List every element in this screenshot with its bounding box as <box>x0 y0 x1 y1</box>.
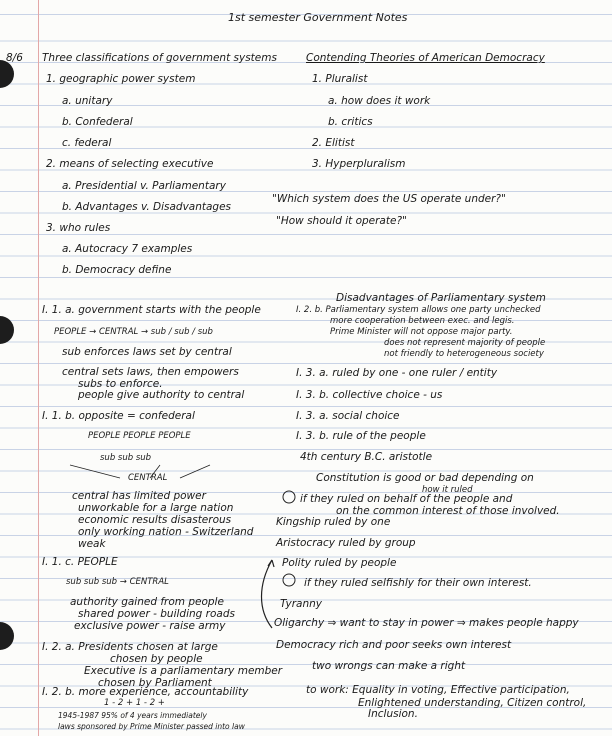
note-line: I. 2. b. Parliamentary system allows one party unchecked <box>296 305 541 315</box>
note-line: 1945-1987 95% of 4 years immediately <box>58 711 207 720</box>
note-line: I. 1. a. government starts with the people <box>42 304 261 316</box>
note-line: people give authority to central <box>78 389 245 401</box>
note-line: Polity ruled by people <box>282 557 397 569</box>
note-line: Enlightened understanding, Citizen control, <box>358 697 587 709</box>
note-line: I. 2. b. more experience, accountability <box>42 686 249 698</box>
note-line: I. 3. b. rule of the people <box>296 430 426 442</box>
note-line: economic results disasterous <box>78 514 232 526</box>
note-line: to work: Equality in voting, Effective participation, <box>306 684 570 696</box>
note-line: b. critics <box>328 116 373 128</box>
note-line: I. 3. a. social choice <box>296 410 400 422</box>
note-line: Oligarchy ⇒ want to stay in power ⇒ makes people happy <box>274 617 579 629</box>
note-line: PEOPLE PEOPLE PEOPLE <box>88 431 191 441</box>
note-line: exclusive power - raise army <box>74 620 226 632</box>
note-line: weak <box>78 538 106 550</box>
note-line: 3. who rules <box>46 222 111 234</box>
note-line: not friendly to heterogeneous society <box>384 349 544 359</box>
note-line: b. Democracy define <box>62 264 172 276</box>
note-line: a. Autocracy 7 examples <box>62 243 193 255</box>
note-line: Democracy rich and poor seeks own interest <box>276 639 512 651</box>
note-line: 2. means of selecting executive <box>46 158 214 170</box>
note-line: Aristocracy ruled by group <box>276 537 416 549</box>
note-line: I. 2. a. Presidents chosen at large <box>42 641 218 653</box>
note-line: on the common interest of those involved. <box>336 505 560 517</box>
note-line: Constitution is good or bad depending on <box>316 472 534 484</box>
flow-arrows <box>70 465 210 478</box>
note-line: "How should it operate?" <box>276 215 407 227</box>
bracket-arrow <box>262 560 273 628</box>
note-line: I. 3. b. collective choice - us <box>296 389 443 401</box>
note-line: a. Presidential v. Parliamentary <box>62 180 226 192</box>
note-line: more cooperation between exec. and legis. <box>330 316 515 326</box>
note-line: sub sub sub → CENTRAL <box>66 577 169 587</box>
note-line: 1. Pluralist <box>312 73 368 85</box>
note-line: chosen by people <box>110 653 203 665</box>
note-line: laws sponsored by Prime Minister passed into law <box>58 722 245 731</box>
note-line: I. 1. c. PEOPLE <box>42 556 118 568</box>
note-line: Kingship ruled by one <box>276 516 391 528</box>
note-line: Contending Theories of American Democracy <box>306 52 545 64</box>
note-line: 1. geographic power system <box>46 73 196 85</box>
note-line: b. Advantages v. Disadvantages <box>62 201 232 213</box>
note-line: "Which system does the US operate under?" <box>272 193 506 205</box>
note-line: if they ruled on behalf of the people and <box>300 493 513 505</box>
note-line: Executive is a parliamentary member <box>84 665 283 677</box>
note-line: if they ruled selfishly for their own interest. <box>304 577 532 589</box>
note-line: two wrongs can make a right <box>312 660 466 672</box>
note-line: Inclusion. <box>368 708 418 720</box>
note-line: shared power - building roads <box>78 608 235 620</box>
date-label: 8/6 <box>6 52 23 64</box>
note-line: Tyranny <box>280 598 322 610</box>
note-line: CENTRAL <box>128 473 168 483</box>
page-title: 1st semester Government Notes <box>228 11 408 24</box>
note-line: central sets laws, then empowers <box>62 366 239 378</box>
note-line: chosen by Parliament <box>98 677 212 689</box>
note-line: I. 1. b. opposite = confederal <box>42 410 195 422</box>
note-line: Three classifications of government systems <box>42 52 277 64</box>
note-line: 3. Hyperpluralism <box>312 158 406 170</box>
note-line: a. how does it work <box>328 95 431 107</box>
frowny-face-icon <box>283 574 295 586</box>
note-line: 1 - 2 + 1 - 2 + <box>104 698 165 708</box>
note-line: 4th century B.C. aristotle <box>300 451 433 463</box>
note-line: only working nation - Switzerland <box>78 526 254 538</box>
note-line: Disadvantages of Parliamentary system <box>336 292 546 304</box>
note-line: subs to enforce. <box>78 378 163 390</box>
note-line: sub sub sub <box>100 453 152 463</box>
note-line: unworkable for a large nation <box>78 502 234 514</box>
note-line: PEOPLE → CENTRAL → sub / sub / sub <box>54 327 213 337</box>
note-line: I. 3. a. ruled by one - one ruler / entity <box>296 367 498 379</box>
note-line: a. unitary <box>62 95 113 107</box>
note-line: sub enforces laws set by central <box>62 346 232 358</box>
note-line: b. Confederal <box>62 116 133 128</box>
note-line: central has limited power <box>72 490 206 502</box>
note-line: how it ruled <box>422 485 473 495</box>
note-line: Prime Minister will not oppose major party. <box>330 327 513 337</box>
note-line: does not represent majority of people <box>384 338 546 348</box>
smiley-face-icon <box>283 491 295 503</box>
note-line: authority gained from people <box>70 596 224 608</box>
note-line: 2. Elitist <box>312 137 355 149</box>
note-line: c. federal <box>62 137 112 149</box>
